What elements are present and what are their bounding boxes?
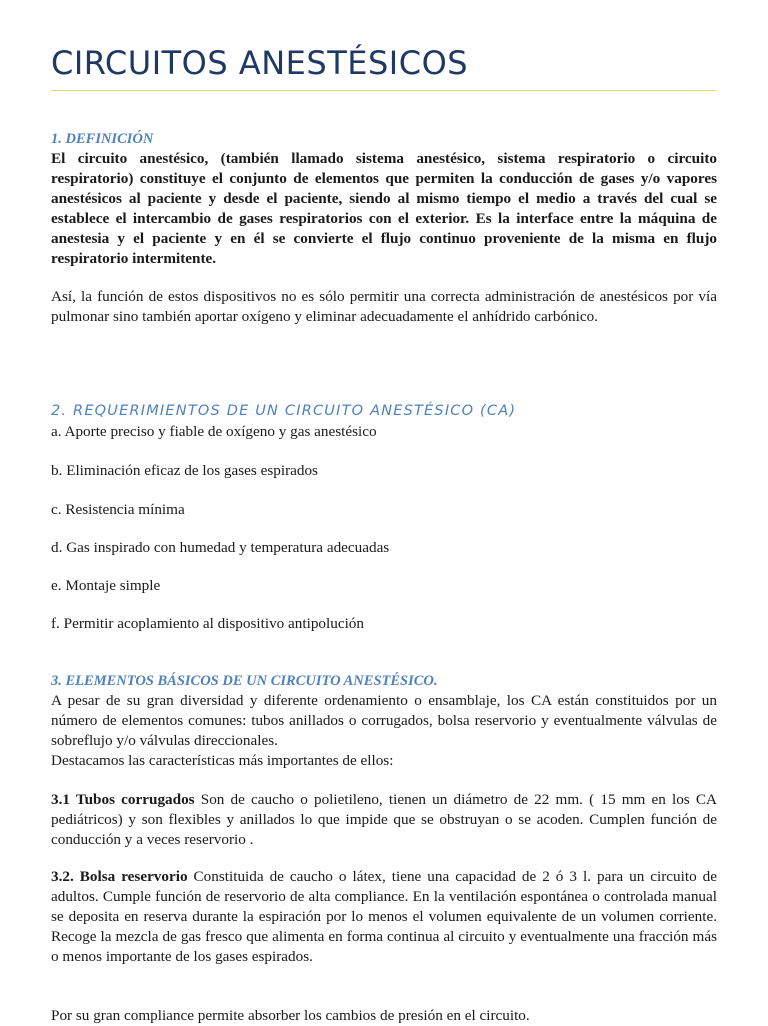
section-1-definition-paragraph: El circuito anestésico, (también llamado sistema anestésico, sistema respiratorio o circuito respiratorio) constituye el conjunto de elementos que permiten la conducción de gases y/o vapores anestésicos al paciente y desde el paciente, siendo al mismo tiempo el medio a través del cual se establece el intercambio de gases respiratorios con el exterior. Es la interface entre la máquina de anestesia y el paciente y en él se convierte el flujo continuo proveniente de la misma en flujo respiratorio intermitente. [51, 150, 717, 267]
subsection-label: 3.1 Tubos corrugados [51, 791, 195, 808]
subsection-text: Son de caucho o polietileno, tienen un diámetro de 22 mm. ( 15 mm en los CA pediátricos) y son flexibles y anillados lo que impide que se obstruyan o se acoden. Cumplen función de conducción y a veces reservorio . [51, 791, 717, 848]
section-3-closing-paragraph: Por su gran compliance permite absorber los cambios de presión en el circuito. [51, 1007, 530, 1024]
requirement-item: d. Gas inspirado con humedad y temperatura adecuadas [51, 539, 390, 556]
section-3-heading: 3. ELEMENTOS BÁSICOS DE UN CIRCUITO ANESTÉSICO. [51, 673, 438, 689]
requirement-item: b. Eliminación eficaz de los gases espirados [51, 462, 318, 479]
subsection-label: 3.2. Bolsa reservorio [51, 868, 188, 885]
requirement-item: c. Resistencia mínima [51, 501, 185, 518]
requirement-item: f. Permitir acoplamiento al dispositivo antipolución [51, 615, 364, 632]
section-2-heading: 2. REQUERIMIENTOS DE UN CIRCUITO ANESTÉSICO (CA) [51, 403, 517, 419]
section-3-intro-note: Destacamos las características más importantes de ellos: [51, 752, 394, 769]
section-1-function-paragraph: Así, la función de estos dispositivos no es sólo permitir una correcta administración de anestésicos por vía pulmonar sino también aportar oxígeno y eliminar adecuadamente el anhídrido carbónico. [51, 288, 717, 325]
document-title: CIRCUITOS ANESTÉSICOS [51, 44, 469, 82]
subsection-tubos-corrugados [51, 790, 717, 850]
requirement-item: a. Aporte preciso y fiable de oxígeno y gas anestésico [51, 423, 377, 440]
subsection-text: Constituida de caucho o látex, tiene una capacidad de 2 ó 3 l. para un circuito de adultos. Cumple función de reservorio de alta compliance. En la ventilación espontánea o controlada manual se deposita en reserva durante la espiración por lo menos el volumen equivalente de un volumen corriente. Recoge la mezcla de gas fresco que alimenta en forma continua al circuito y eventualmente una fracción más o menos importante de los gases espirados. [51, 868, 717, 965]
section-3-intro-paragraph: A pesar de su gran diversidad y diferente ordenamiento o ensamblaje, los CA están constituidos por un número de elementos comunes: tubos anillados o corrugados, bolsa reservorio y eventualmente válvulas de sobreflujo y/o válvulas direccionales. [51, 692, 717, 749]
requirement-item: e. Montaje simple [51, 577, 161, 594]
section-1-heading: 1. DEFINICIÓN [51, 131, 154, 147]
subsection-bolsa-reservorio [51, 867, 717, 967]
title-divider [51, 90, 717, 91]
